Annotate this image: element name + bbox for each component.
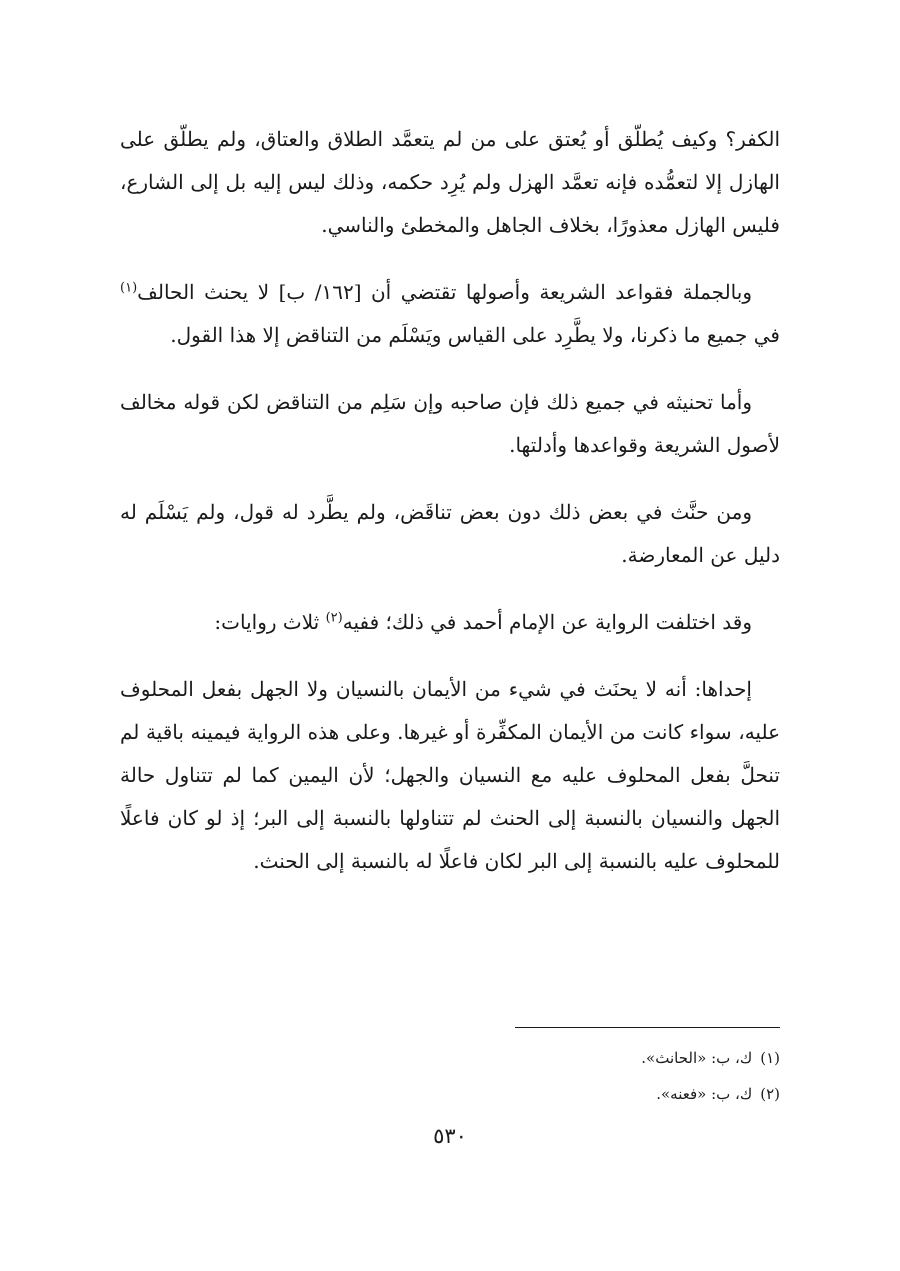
footnote-ref-2[interactable]: (٢) xyxy=(325,610,343,626)
paragraph-6-text: إحداها: أنه لا يحنَث في شيء من الأيمان بالنسيان ولا الجهل بفعل المحلوف عليه، سواء كانت من الأيمان المكفِّرة أو غيرها. وعلى هذه الرواية فيمينه باقية لم تنحلَّ بفعل المحلوف عليه مع النسيان والجهل؛ لأن اليمين كما لم تتناول حالة الجهل والنسيان بالنسبة إلى الحنث لم تتناولها بالنسبة إلى البر؛ إذ لو كان فاعلًا للمحلوف عليه بالنسبة إلى البر لكان فاعلًا له بالنسبة إلى الحنث. xyxy=(120,677,781,873)
footnote-1 xyxy=(380,1040,780,1076)
paragraph-5-text-b: ثلاث روايات: xyxy=(214,610,326,634)
paragraph-2-text-a: وبالجملة فقواعد الشريعة وأصولها تقتضي أن [١٦٢/ ب] لا يحنث الحالف xyxy=(137,280,752,304)
paragraph-4 xyxy=(120,491,780,577)
footnote-2 xyxy=(380,1076,780,1112)
footnote-2-text: ك، ب: «فعنه». xyxy=(656,1085,753,1103)
footnotes xyxy=(380,1040,780,1112)
paragraph-3-text: وأما تحنيثه في جميع ذلك فإن صاحبه وإن سَلِم من التناقض لكن قوله مخالف لأصول الشريعة وقواعدها وأدلتها. xyxy=(120,390,780,457)
footnote-1-text: ك، ب: «الحانث». xyxy=(641,1049,753,1067)
page-number: ٥٣٠ xyxy=(433,1124,467,1148)
paragraph-5-text-a: وقد اختلفت الرواية عن الإمام أحمد في ذلك؛ ففيه xyxy=(342,610,752,634)
paragraph-3 xyxy=(120,381,780,467)
paragraph-2 xyxy=(120,271,780,357)
paragraph-4-text: ومن حنَّث في بعض ذلك دون بعض تناقَض، ولم يطَّرد له قول، ولم يَسْلَم له دليل عن المعارضة. xyxy=(120,500,780,567)
footnote-1-number: (١) xyxy=(760,1049,780,1067)
paragraph-1 xyxy=(120,118,780,247)
paragraph-5 xyxy=(120,601,780,644)
page-body xyxy=(120,118,780,907)
paragraph-2-text-b: في جميع ما ذكرنا، ولا يطَّرِد على القياس ويَسْلَم من التناقض إلا هذا القول. xyxy=(170,323,780,347)
paragraph-1-text: الكفر؟ وكيف يُطلّق أو يُعتق على من لم يتعمَّد الطلاق والعتاق، ولم يطلّق على الهازل إلا لتعمُّده فإنه تعمَّد الهزل ولم يُرِد حكمه، وذلك ليس إليه بل إلى الشارع، فليس الهازل معذورًا، بخلاف الجاهل والمخطئ والناسي. xyxy=(120,127,780,237)
footnote-ref-1[interactable]: (١) xyxy=(120,280,138,296)
footnote-divider xyxy=(515,1027,780,1028)
paragraph-6 xyxy=(120,668,780,883)
footnote-2-number: (٢) xyxy=(760,1085,780,1103)
